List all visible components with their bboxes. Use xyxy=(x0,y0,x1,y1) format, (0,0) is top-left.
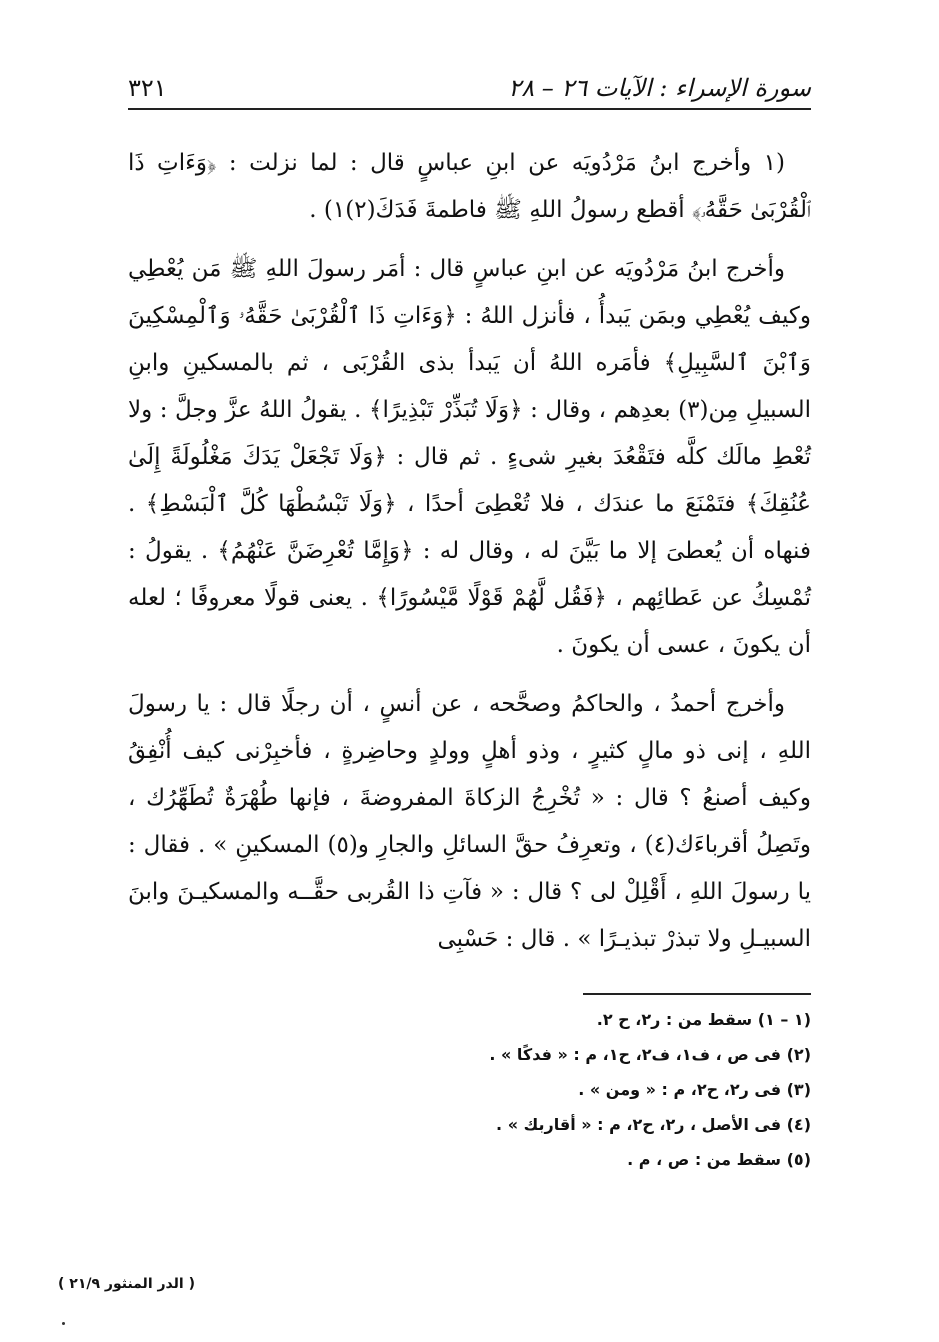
running-header xyxy=(128,52,811,110)
footnotes xyxy=(128,1010,811,1185)
paragraph-3: وأخرج أحمدُ ، والحاكمُ وصحَّحه ، عن أنسٍ ، أن رجلًا قال : يا رسولَ اللهِ ، إنى ذو مالٍ كثيرٍ ، وذو أهلٍ وولدٍ وحاضِرةٍ ، فأخبِرْنى كيف أُنْفِقُ وكيف أصنعُ ؟ قال : « تُخْرِجُ الزكاةَ المفروضةَ ، فإنها طُهْرَةٌ تُطَهِّرُك ، وتَصِلُ أقرباءَك(٤) ، وتعرِفُ حقَّ السائلِ والجارِ و(٥) المسكينِ » . فقال : يا رسولَ اللهِ ، أَقْلِلْ لى ؟ قال : « فآتِ ذا القُربى حقَّــه والمسكيـنَ وابنَ السبيـلِ ولا تبذرْ تبذيـرًا » . قال : حَسْبِى xyxy=(128,691,811,952)
header-title: سورة الإسراء : الآيات ٢٦ – ٢٨ xyxy=(508,74,811,102)
paragraph-2: وأخرج ابنُ مَرْدُويَه عن ابنِ عباسٍ قال : أمَر رسولَ اللهِ ﷺ مَن يُعْطِي وكيف يُعْطِي وبمَن يَبدأُ ، فأنزل اللهُ : ﴿وَءَاتِ ذَا ٱلْقُرْبَىٰ حَقَّهُۥ وَٱلْمِسْكِينَ وَٱبْنَ ٱلسَّبِيلِ﴾ فأمَره اللهُ أن يَبدأ بذى القُرْبَى ، ثم بالمسكينِ وابنِ السبيلِ مِن(٣) بعدِهم ، وقال : ﴿وَلَا تُبَذِّرْ تَبْذِيرًا﴾ . يقولُ اللهُ عزَّ وجلَّ : ولا تُعْطِ مالَك كلَّه فتَقْعُدَ بغيرِ شىءٍ . ثم قال : ﴿وَلَا تَجْعَلْ يَدَكَ مَغْلُولَةً إِلَىٰ عُنُقِكَ﴾ فتَمْنَعَ ما عندَك ، فلا تُعْطِىَ أحدًا ، ﴿وَلَا تَبْسُطْهَا كُلَّ ٱلْبَسْطِ﴾ . فنهاه أن يُعطىَ إلا ما بَيَّنَ له ، وقال له : ﴿وَإِمَّا تُعْرِضَنَّ عَنْهُمُ﴾ . يقولُ : تُمْسِكُ عن عَطائِهم ، ﴿فَقُل لَّهُمْ قَوْلًا مَّيْسُورًا﴾ . يعنى قولًا معروفًا ؛ لعله أن يكونَ ، عسى أن يكونَ . xyxy=(128,256,811,658)
footnote-3: (٣) فى ر٢، ح٢، م : « ومن » . xyxy=(578,1080,811,1099)
footnote-separator xyxy=(583,993,811,995)
footnote-4: (٤) فى الأصل ، ر٢، ح٢، م : « أقاربك » . xyxy=(496,1115,811,1134)
body-text xyxy=(128,140,811,975)
page-dot xyxy=(62,1322,65,1325)
footnote-2: (٢) فى ص ، ف١، ف٢، ح١، م : « فدكًا » . xyxy=(489,1045,811,1064)
page-number: ٣٢١ xyxy=(128,74,167,102)
footnote-5: (٥) سقط من : ص ، م . xyxy=(627,1150,811,1169)
paragraph-1: (١ وأخرج ابنُ مَرْدُويَه عن ابنِ عباسٍ قال : لما نزلت : ﴿وَءَاتِ ذَا ٱلْقُرْبَىٰ حَقَّهُۥ﴾ أقطع رسولُ اللهِ ﷺ فاطمةَ فَدَكَ(٢)١) . xyxy=(128,150,811,223)
source-reference: ( الدر المنثور ٢١/٩ ) xyxy=(58,1276,195,1292)
footnote-1: (١ – ١) سقط من : ر٢، ح ٢. xyxy=(596,1010,811,1029)
